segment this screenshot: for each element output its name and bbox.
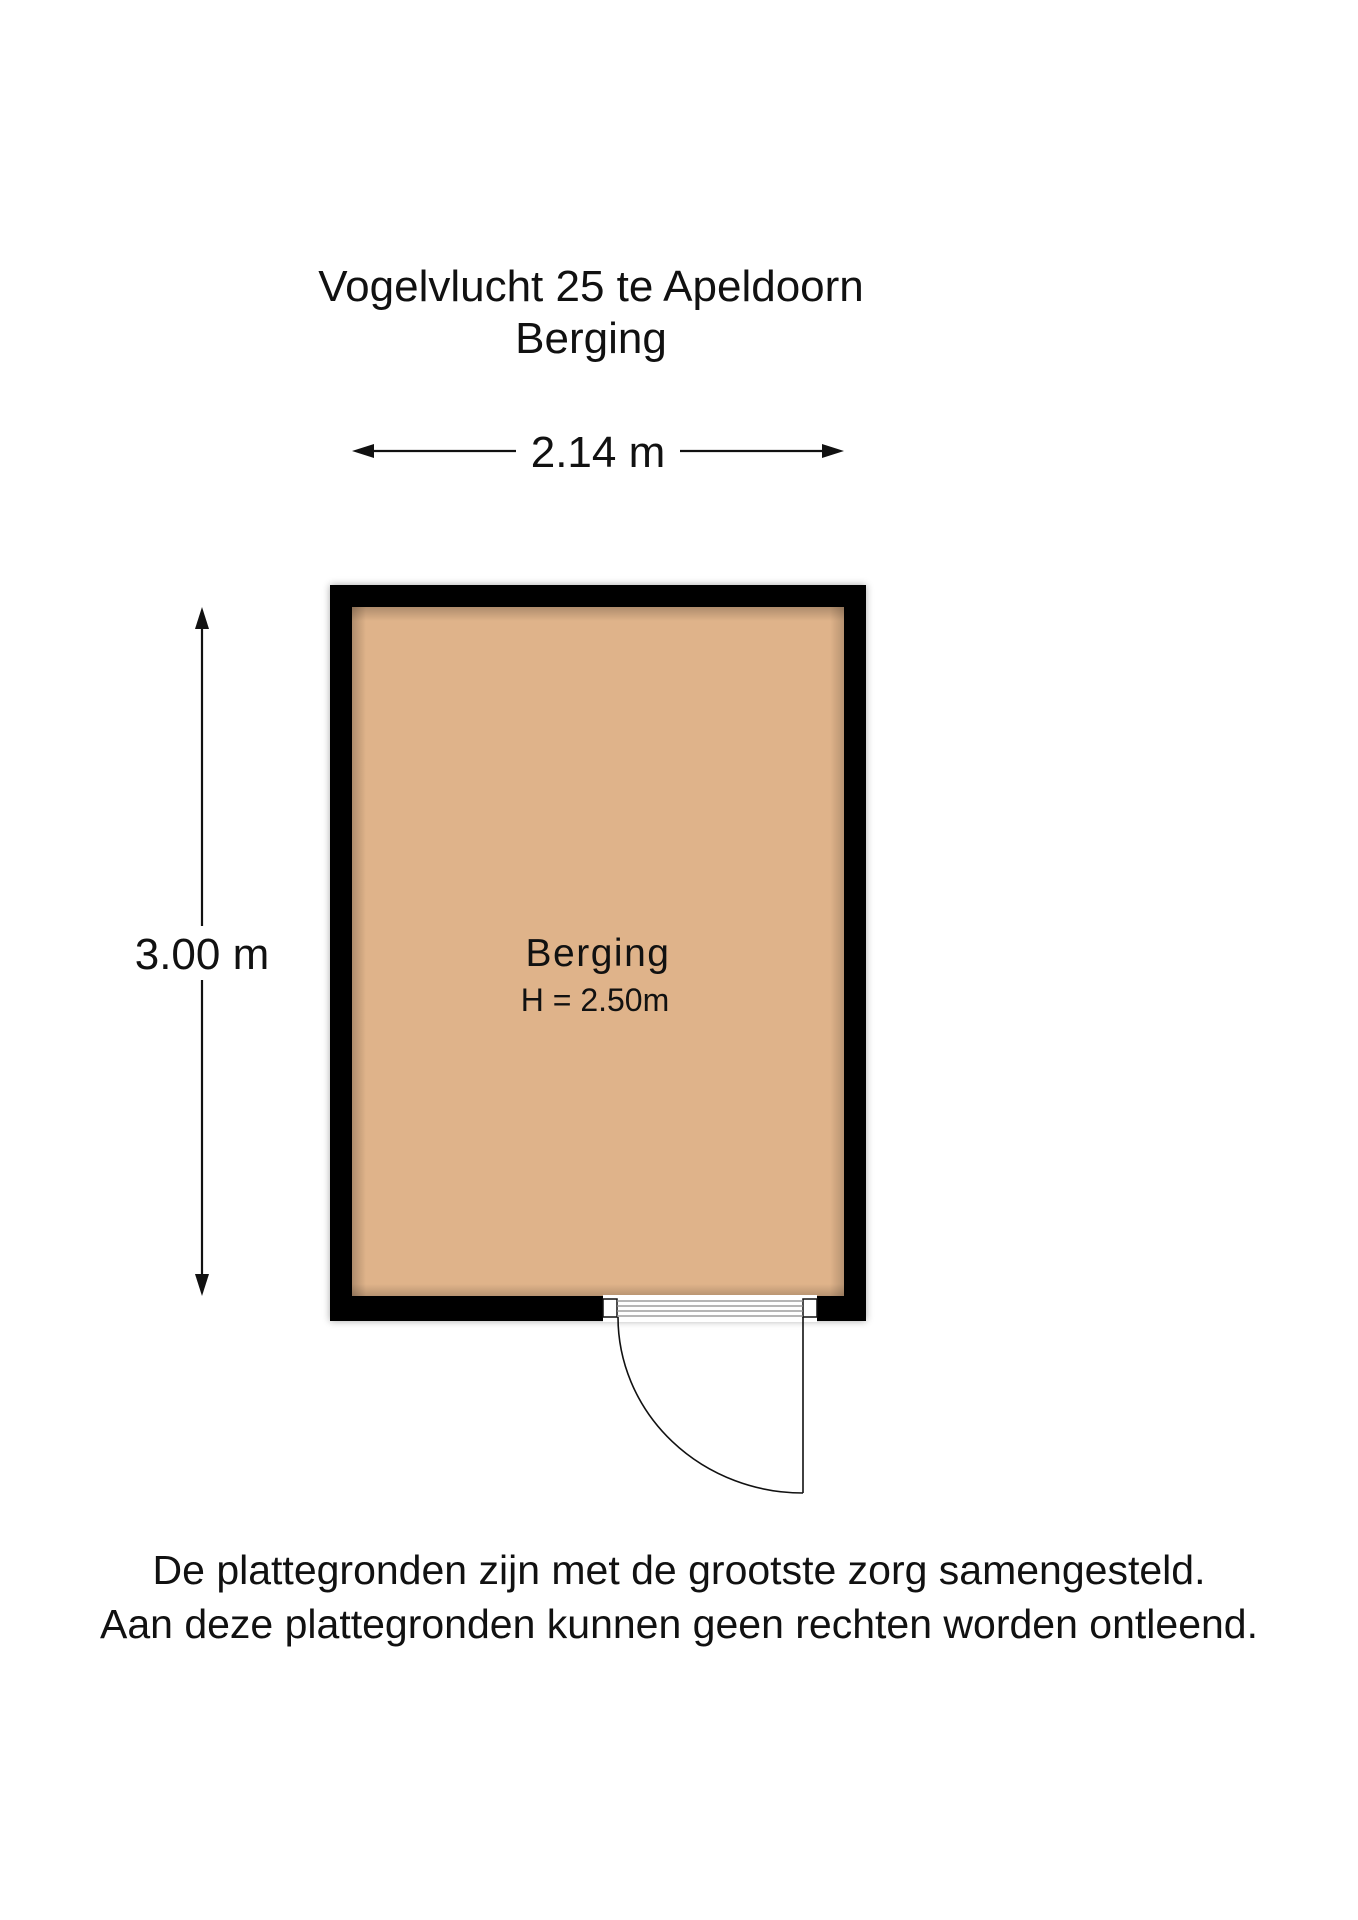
plan-subtitle: Berging — [515, 314, 667, 363]
width-dimension-label: 2.14 m — [530, 428, 666, 477]
arrow-down-icon — [195, 1274, 209, 1296]
room-name-label: Berging — [525, 932, 671, 975]
room-height-label: H = 2.50m — [520, 982, 670, 1018]
floor-shade-bottom — [352, 1284, 844, 1296]
plan-title: Vogelvlucht 25 te Apeldoorn — [318, 262, 864, 311]
door-frame-right — [803, 1299, 817, 1317]
height-dimension — [135, 607, 270, 1296]
door-swing-arc — [618, 1317, 803, 1493]
floor-shade-top — [352, 607, 844, 621]
arrow-left-icon — [352, 444, 374, 458]
door-opening — [603, 1295, 817, 1322]
door — [603, 1295, 817, 1493]
floor-shade-right — [830, 607, 844, 1296]
height-dimension-label: 3.00 m — [134, 930, 270, 979]
door-frame-left — [603, 1299, 617, 1317]
room-berging — [330, 585, 866, 1321]
arrow-right-icon — [822, 444, 844, 458]
disclaimer-line-1: De plattegronden zijn met de grootste zorg samengesteld. — [152, 1547, 1206, 1593]
width-dimension — [352, 428, 844, 477]
arrow-up-icon — [195, 607, 209, 629]
floor-shade-left — [352, 607, 366, 1296]
disclaimer-line-2: Aan deze plattegronden kunnen geen rechten worden ontleend. — [99, 1601, 1259, 1647]
